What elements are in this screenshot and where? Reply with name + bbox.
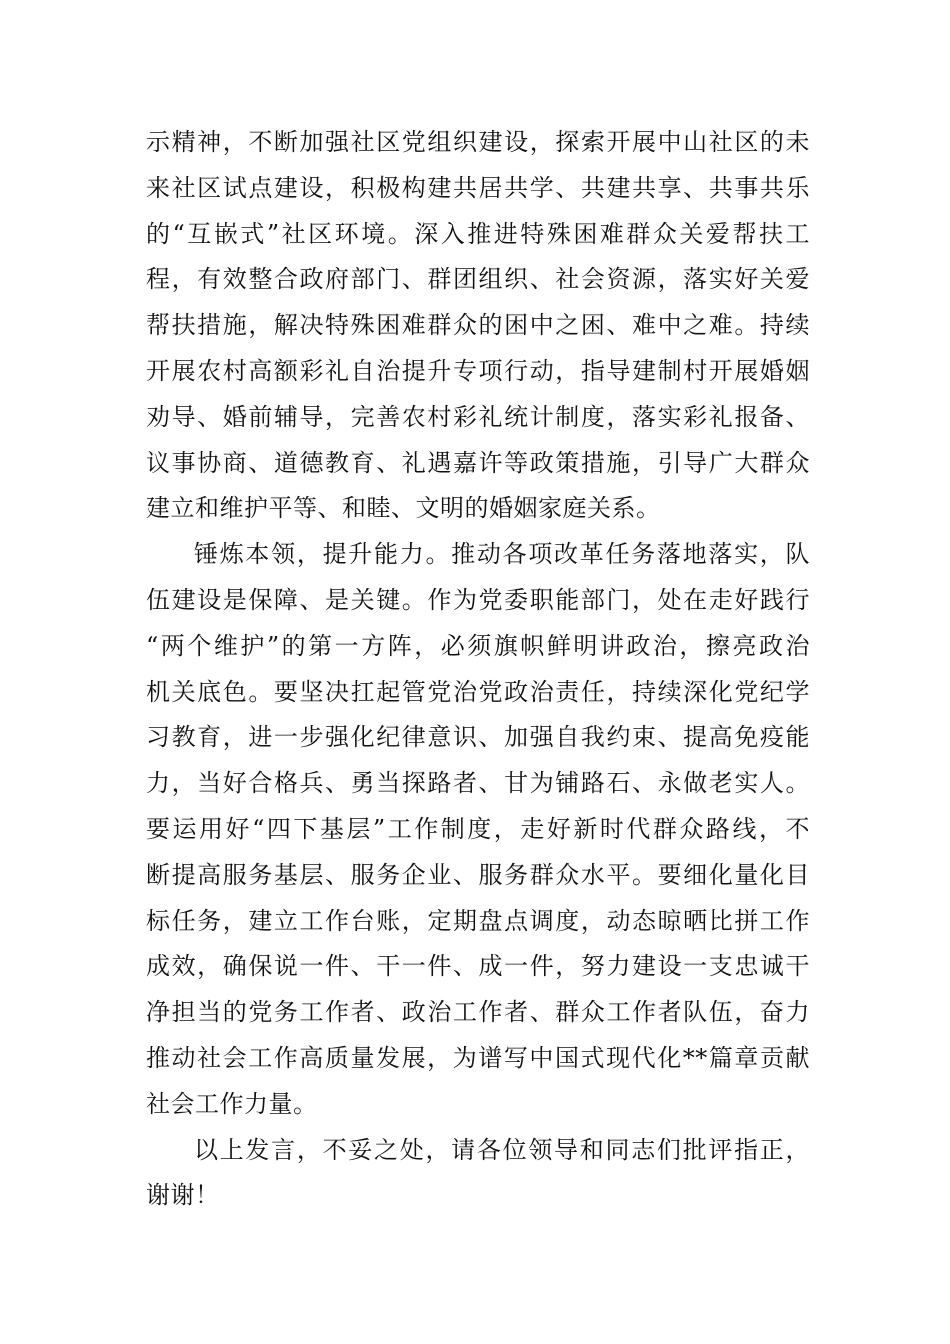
text-line: 议事协商、道德教育、礼遇嘉许等政策措施，引导广大群众 (146, 448, 810, 477)
text-line: 成效，确保说一件、干一件、成一件，努力建设一支忠诚干 (146, 952, 810, 981)
text-line: 建立和维护平等、和睦、文明的婚姻家庭关系。 (146, 494, 661, 523)
text-line: 谢谢！ (146, 1181, 220, 1210)
text-line: 机关底色。要坚决扛起管党治党政治责任，持续深化党纪学 (146, 677, 810, 706)
text-line: 以上发言，不妥之处，请各位领导和同志们批评指正， (194, 1135, 810, 1164)
text-line: 社会工作力量。 (146, 1089, 318, 1118)
text-line: 来社区试点建设，积极构建共居共学、共建共享、共事共乐 (146, 173, 810, 202)
text-line: 的“互嵌式”社区环境。深入推进特殊困难群众关爱帮扶工 (146, 219, 810, 248)
text-line: 标任务，建立工作台账，定期盘点调度，动态晾晒比拼工作 (146, 906, 810, 935)
text-line: 程，有效整合政府部门、群团组织、社会资源，落实好关爱 (146, 265, 810, 294)
text-line: 净担当的党务工作者、政治工作者、群众工作者队伍，奋力 (146, 998, 810, 1027)
text-line: “两个维护”的第一方阵，必须旗帜鲜明讲政治，擦亮政治 (146, 631, 810, 660)
text-line: 力，当好合格兵、勇当探路者、甘为铺路石、永做老实人。 (146, 769, 810, 798)
text-line: 推动社会工作高质量发展，为谱写中国式现代化**篇章贡献 (146, 1043, 810, 1072)
text-line: 伍建设是保障、是关键。作为党委职能部门，处在走好践行 (146, 585, 810, 614)
text-line: 要运用好“四下基层”工作制度，走好新时代群众路线，不 (146, 814, 810, 843)
text-line: 劝导、婚前辅导，完善农村彩礼统计制度，落实彩礼报备、 (146, 402, 810, 431)
paragraph-community-work (146, 120, 810, 532)
text-line: 示精神，不断加强社区党组织建设，探索开展中山社区的未 (146, 128, 810, 156)
document-body (146, 120, 810, 1219)
text-line: 开展农村高额彩礼自治提升专项行动，指导建制村开展婚姻 (146, 356, 810, 385)
text-line: 锤炼本领，提升能力。推动各项改革任务落地落实，队 (194, 540, 810, 569)
text-line: 断提高服务基层、服务企业、服务群众水平。要细化量化目 (146, 860, 810, 889)
paragraph-closing (146, 1128, 810, 1220)
paragraph-team-building (146, 532, 810, 1127)
text-line: 帮扶措施，解决特殊困难群众的困中之困、难中之难。持续 (146, 311, 810, 340)
text-line: 习教育，进一步强化纪律意识、加强自我约束、提高免疫能 (146, 723, 810, 752)
